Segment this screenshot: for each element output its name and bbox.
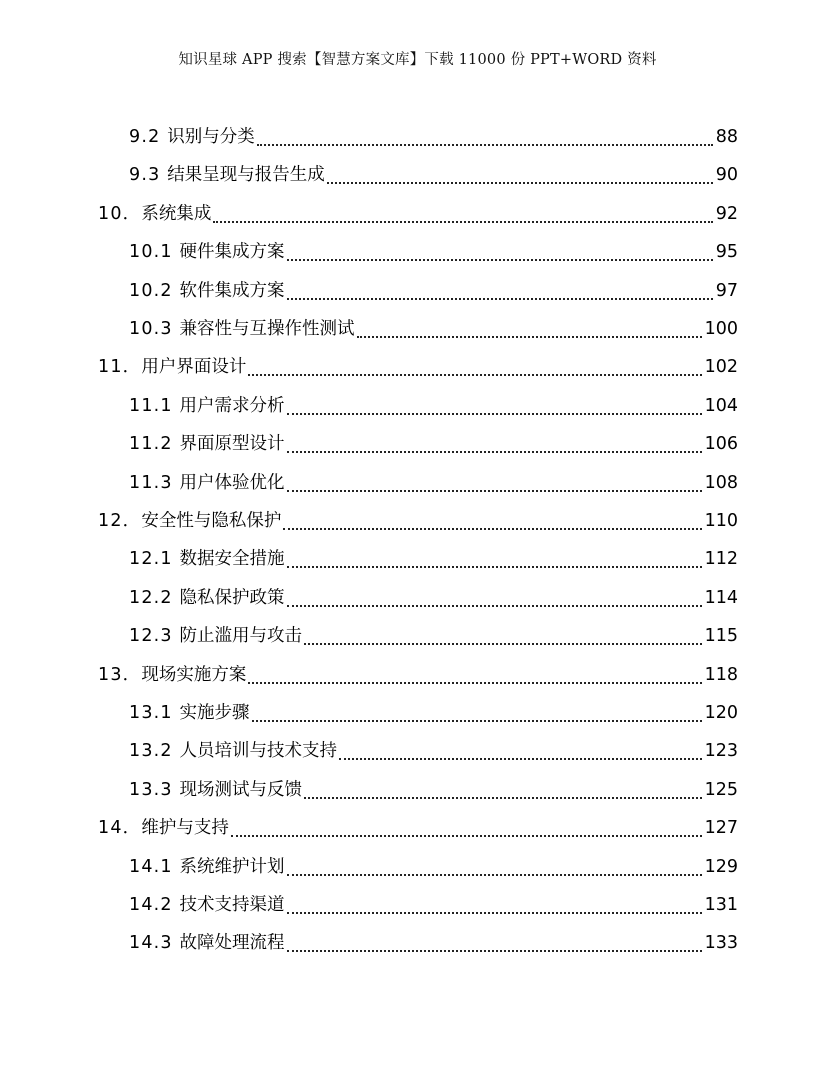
- toc-entry-number: 14．: [98, 818, 142, 839]
- toc-entry-number: 9.2: [129, 127, 168, 147]
- toc-entry-title: 数据安全措施: [179, 549, 285, 570]
- toc-entry-page-number: 112: [704, 549, 738, 570]
- toc-entry-title: 隐私保护政策: [179, 587, 285, 608]
- toc-entry[interactable]: [129, 771, 738, 801]
- toc-dot-leader: [248, 374, 701, 376]
- toc-entry[interactable]: [129, 886, 738, 916]
- toc-entry-title: 实施步骤: [179, 703, 250, 723]
- toc-entry[interactable]: [129, 233, 738, 263]
- toc-entry[interactable]: [98, 656, 738, 686]
- toc-entry[interactable]: [129, 732, 738, 762]
- toc-entry[interactable]: [129, 617, 738, 647]
- toc-entry-number: 11.3: [129, 472, 180, 493]
- toc-entry-number: 13.3: [129, 779, 180, 800]
- toc-dot-leader: [327, 182, 713, 184]
- toc-dot-leader: [257, 144, 713, 146]
- toc-entry-number: 10．: [98, 203, 142, 224]
- toc-entry-number: 13．: [98, 664, 142, 685]
- toc-entry[interactable]: [129, 387, 738, 417]
- toc-entry-page-number: 92: [715, 203, 738, 224]
- toc-entry[interactable]: [98, 195, 738, 225]
- toc-entry[interactable]: [98, 502, 738, 532]
- toc-entry-page-number: 90: [715, 165, 738, 186]
- toc-entry-title: 系统维护计划: [179, 856, 285, 877]
- toc-entry-number: 10.2: [129, 280, 180, 301]
- toc-entry-page-number: 115: [704, 626, 738, 647]
- toc-entry-title: 现场测试与反馈: [179, 779, 303, 800]
- toc-dot-leader: [287, 912, 702, 914]
- toc-entry-title: 现场实施方案: [141, 664, 247, 685]
- toc-entry-number: 12.3: [129, 626, 180, 647]
- toc-entry-title: 故障处理流程: [179, 933, 285, 954]
- toc-entry-number: 12．: [98, 511, 142, 531]
- toc-entry-page-number: 114: [704, 587, 738, 608]
- toc-entry-page-number: 108: [704, 472, 738, 493]
- toc-entry[interactable]: [129, 156, 738, 186]
- page-header: 知识星球 APP 搜索【智慧方案文库】下载 11000 份 PPT+WORD 资料: [178, 52, 657, 68]
- toc-dot-leader: [248, 682, 701, 684]
- toc-entry-title: 维护与支持: [141, 818, 229, 839]
- toc-entry-page-number: 97: [715, 280, 738, 301]
- toc-entry[interactable]: [98, 809, 738, 839]
- toc-dot-leader: [287, 490, 702, 492]
- toc-entry[interactable]: [129, 118, 738, 148]
- toc-entry-page-number: 118: [704, 664, 738, 685]
- toc-entry-page-number: 100: [704, 319, 738, 339]
- toc-entry-number: 11.2: [129, 434, 180, 455]
- toc-entry[interactable]: [129, 272, 738, 302]
- toc-entry-number: 10.3: [129, 319, 180, 339]
- toc-dot-leader: [231, 835, 702, 837]
- toc-dot-leader: [287, 451, 702, 453]
- toc-entry-title: 用户体验优化: [179, 472, 285, 493]
- toc-entry[interactable]: [129, 310, 738, 340]
- toc-dot-leader: [287, 605, 702, 607]
- toc-dot-leader: [213, 221, 712, 223]
- toc-dot-leader: [287, 950, 702, 952]
- toc-entry-page-number: 110: [704, 511, 738, 531]
- toc-entry-title: 界面原型设计: [179, 434, 285, 455]
- toc-entry[interactable]: [129, 540, 738, 570]
- toc-entry[interactable]: [129, 848, 738, 878]
- toc-entry-page-number: 95: [715, 242, 738, 263]
- toc-dot-leader: [287, 298, 713, 300]
- toc-entry-title: 安全性与隐私保护: [141, 511, 282, 531]
- toc-entry-page-number: 127: [704, 818, 738, 839]
- toc-entry-page-number: 129: [704, 856, 738, 877]
- toc-entry-title: 防止滥用与攻击: [179, 626, 303, 647]
- toc-entry-page-number: 125: [704, 779, 738, 800]
- toc-dot-leader: [304, 643, 702, 645]
- toc-entry-title: 人员培训与技术支持: [179, 741, 338, 762]
- toc-entry[interactable]: [129, 425, 738, 455]
- toc-entry-page-number: 120: [704, 703, 738, 723]
- toc-dot-leader: [287, 874, 702, 876]
- toc-entry-title: 兼容性与互操作性测试: [179, 319, 355, 339]
- toc-dot-leader: [339, 758, 702, 760]
- toc-entry-page-number: 104: [704, 395, 738, 416]
- toc-entry-number: 12.2: [129, 587, 180, 608]
- toc-entry[interactable]: [129, 694, 738, 724]
- toc-entry-page-number: 102: [704, 357, 738, 378]
- toc-entry-title: 软件集成方案: [179, 280, 285, 301]
- toc-entry[interactable]: [98, 348, 738, 378]
- toc-entry-number: 14.2: [129, 895, 180, 915]
- toc-entry-page-number: 88: [715, 127, 738, 147]
- toc-entry-number: 14.1: [129, 856, 180, 877]
- toc-dot-leader: [287, 413, 702, 415]
- toc-entry-title: 硬件集成方案: [179, 242, 285, 263]
- toc-entry-title: 用户界面设计: [141, 357, 247, 378]
- toc-dot-leader: [283, 528, 701, 530]
- toc-entry-title: 识别与分类: [167, 127, 255, 147]
- toc-dot-leader: [304, 797, 702, 799]
- toc-entry-number: 13.2: [129, 741, 180, 762]
- toc-entry-number: 11．: [98, 357, 142, 378]
- toc-entry-number: 14.3: [129, 933, 180, 954]
- toc-entry-number: 9.3: [129, 165, 168, 186]
- toc-dot-leader: [287, 259, 713, 261]
- toc-entry[interactable]: [129, 579, 738, 609]
- toc-dot-leader: [357, 336, 702, 338]
- toc-entry-page-number: 131: [704, 895, 738, 915]
- toc-entry-title: 用户需求分析: [179, 395, 285, 416]
- toc-dot-leader: [287, 566, 702, 568]
- toc-entry-number: 12.1: [129, 549, 180, 570]
- toc-entry-title: 结果呈现与报告生成: [167, 165, 325, 186]
- toc-entry-title: 系统集成: [141, 203, 212, 224]
- toc-entry-number: 10.1: [129, 242, 180, 263]
- toc-dot-leader: [252, 720, 702, 722]
- toc-entry-title: 技术支持渠道: [179, 895, 285, 915]
- toc-entry-page-number: 133: [704, 933, 738, 954]
- toc-entry[interactable]: [129, 464, 738, 494]
- toc-entry[interactable]: [129, 924, 738, 954]
- toc-entry-number: 13.1: [129, 703, 180, 723]
- toc-entry-page-number: 106: [704, 434, 738, 455]
- toc-entry-number: 11.1: [129, 395, 180, 416]
- toc-entry-page-number: 123: [704, 741, 738, 762]
